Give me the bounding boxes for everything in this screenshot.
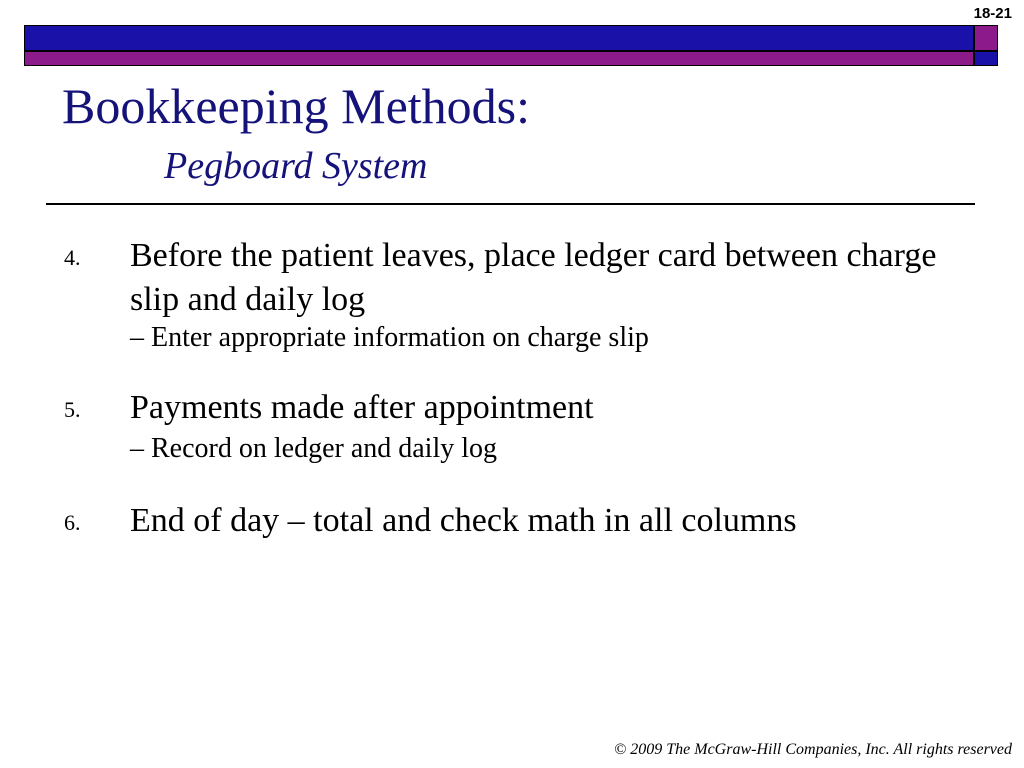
header-bar-blue xyxy=(24,25,974,51)
slide-title: Bookkeeping Methods: xyxy=(62,78,531,134)
slide-number: 18-21 xyxy=(973,5,1012,22)
list-item-text: Before the patient leaves, place ledger card between charge slip and daily log xyxy=(130,237,937,318)
list-item-text: Payments made after appointment xyxy=(130,389,594,426)
list-item-subpoint: – Record on ledger and daily log xyxy=(130,433,498,464)
list-item-number: 6. xyxy=(64,510,81,535)
list-item-subpoint: – Enter appropriate information on charge slip xyxy=(130,322,649,353)
header-square-blue xyxy=(974,51,998,66)
list-item-number: 4. xyxy=(64,245,81,270)
list-item-number: 5. xyxy=(64,397,81,422)
header-bar-purple xyxy=(24,51,974,66)
copyright-footer: © 2009 The McGraw-Hill Companies, Inc. All rights reserved xyxy=(614,741,1012,758)
header-square-purple xyxy=(974,25,998,51)
title-divider xyxy=(46,203,975,205)
slide-subtitle: Pegboard System xyxy=(164,145,428,187)
list-item-text: End of day – total and check math in all columns xyxy=(130,502,797,539)
